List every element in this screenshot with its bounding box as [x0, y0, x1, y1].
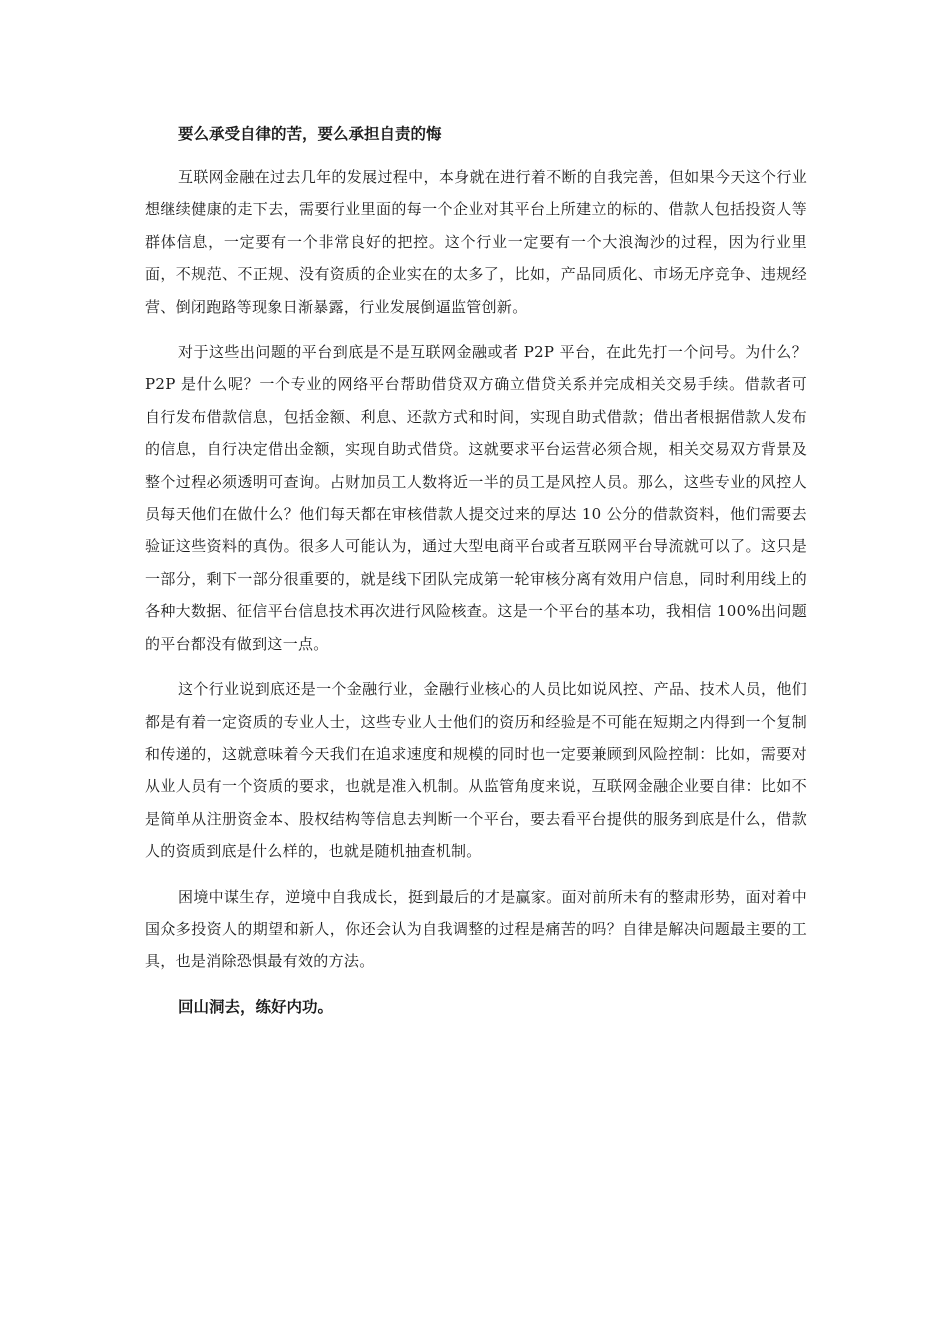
paragraph-3: 这个行业说到底还是一个金融行业，金融行业核心的人员比如说风控、产品、技术人员，他们都是有着一定资质的专业人士，这些专业人士他们的资历和经验是不可能在短期之内得到一个复制和传递的，这就意味着今天我们在追求速度和规模的同时也一定要兼顾到风险控制：比如，需要对从业人员有一个资质的要求，也就是准入机制。从监管角度来说，互联网金融企业要自律：比如不是简单从注册资金本、股权结构等信息去判断一个平台，要去看平台提供的服务到底是什么，借款人的资质到底是什么样的，也就是随机抽查机制。	[145, 680, 807, 861]
paragraph-4: 困境中谋生存，逆境中自我成长，挺到最后的才是赢家。面对前所未有的整肃形势，面对着中国众多投资人的期望和新人，你还会认为自我调整的过程是痛苦的吗？自律是解决问题最主要的工具，也是消除恐惧最有效的方法。	[145, 887, 807, 971]
closing-heading: 回山洞去，练好内功。	[178, 997, 334, 1016]
paragraph-1: 互联网金融在过去几年的发展过程中，本身就在进行着不断的自我完善，但如果今天这个行业想继续健康的走下去，需要行业里面的每一个企业对其平台上所建立的标的、借款人包括投资人等群体信息，一定要有一个非常良好的把控。这个行业一定要有一个大浪淘沙的过程，因为行业里面，不规范、不正规、没有资质的企业实在的太多了，比如，产品同质化、市场无序竞争、违规经营、倒闭跑路等现象日渐暴露，行业发展倒逼监管创新。	[145, 168, 807, 316]
document-page	[145, 118, 807, 1023]
paragraph-2: 对于这些出问题的平台到底是不是互联网金融或者 P2P 平台，在此先打一个问号。为什么？P2P 是什么呢？一个专业的网络平台帮助借贷双方确立借贷关系并完成相关交易手续。借款者可自行发布借款信息，包括金额、利息、还款方式和时间，实现自助式借款；借出者根据借款人发布的信息，自行决定借出金额，实现自助式借贷。这就要求平台运营必须合规，相关交易双方背景及整个过程必须透明可查询。占财加员工人数将近一半的员工是风控人员。那么，这些专业的风控人员每天他们在做什么？他们每天都在审核借款人提交过来的厚达 10 公分的借款资料，他们需要去验证这些资料的真伪。很多人可能认为，通过大型电商平台或者互联网平台导流就可以了。这只是一部分，剩下一部分很重要的，就是线下团队完成第一轮审核分离有效用户信息，同时利用线上的各种大数据、征信平台信息技术再次进行风险核查。这是一个平台的基本功，我相信 100%出问题的平台都没有做到这一点。	[145, 343, 807, 653]
document-heading: 要么承受自律的苦，要么承担自责的悔	[178, 125, 442, 143]
